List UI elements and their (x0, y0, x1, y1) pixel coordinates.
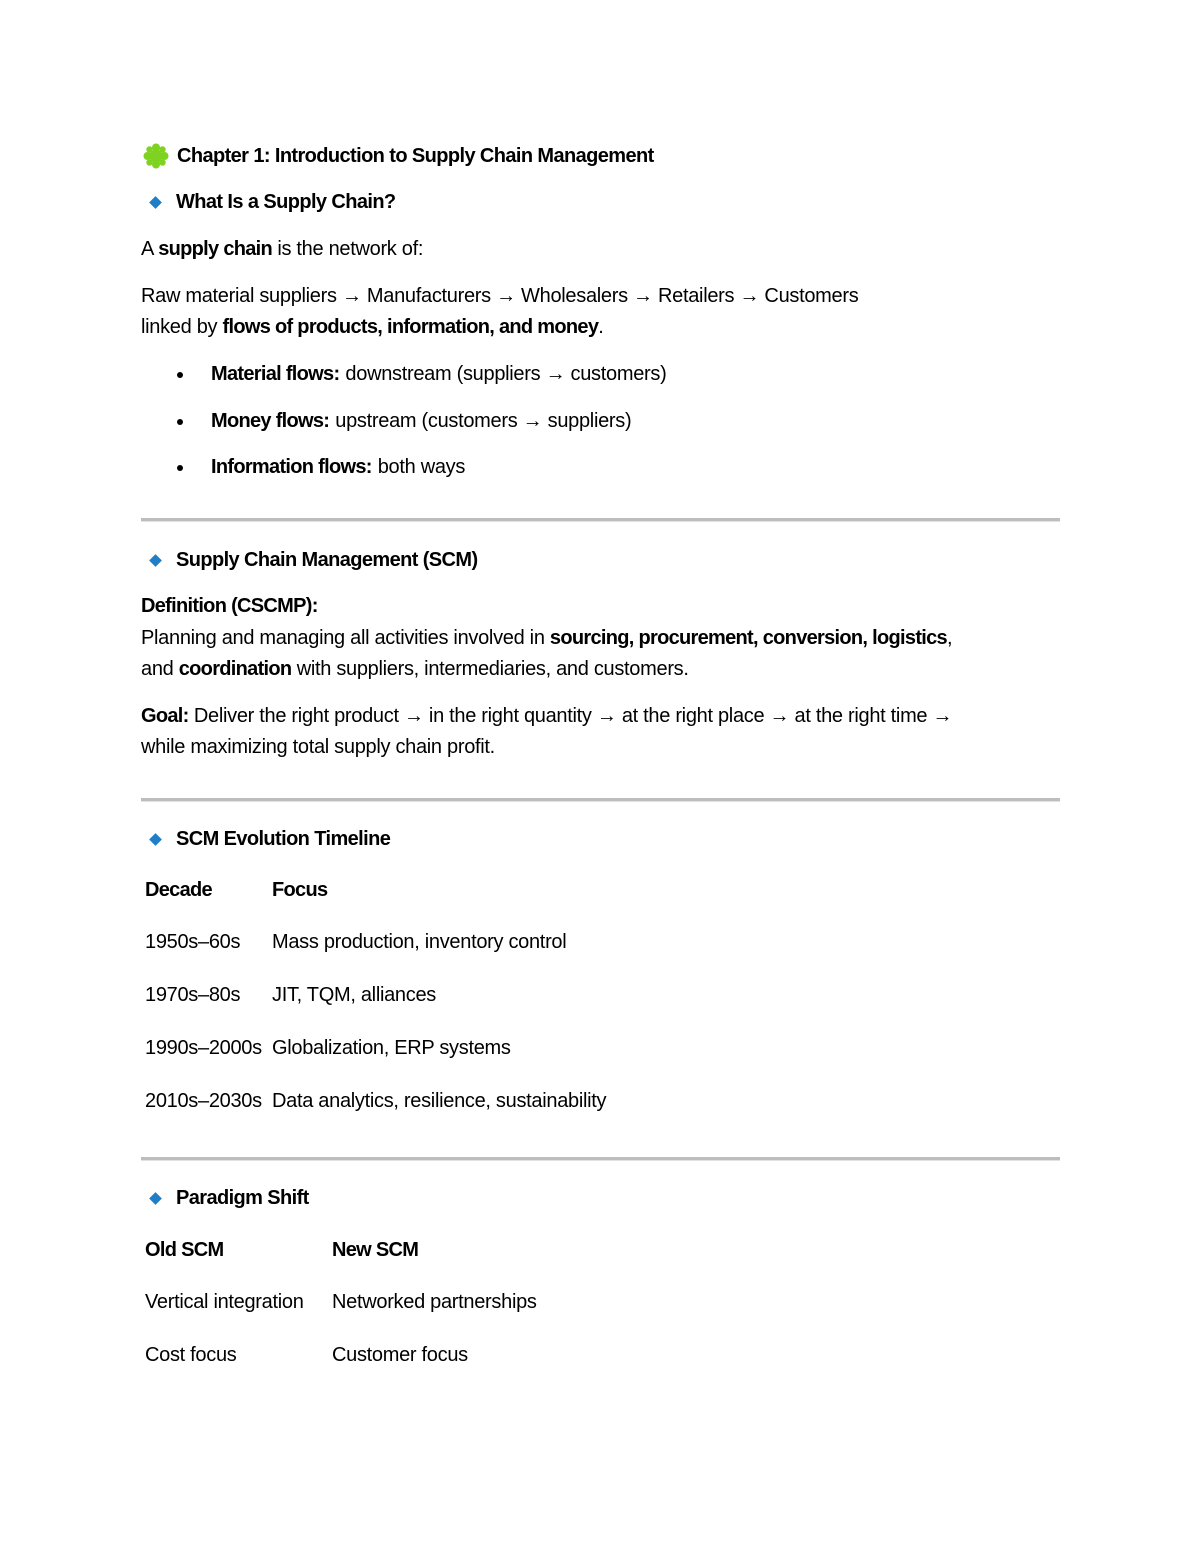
definition-label: Definition (CSCMP): (141, 595, 318, 617)
table-cell: Data analytics, resilience, sustainability (272, 1090, 607, 1112)
table-cell: 1950s–60s (145, 931, 241, 953)
supply-chain-intro: A supply chain is the network of: (141, 238, 424, 260)
diamond-bullet-icon (149, 196, 162, 209)
table-cell: Vertical integration (145, 1291, 304, 1313)
horizontal-rule (141, 518, 1060, 522)
puzzle-piece-icon (143, 143, 169, 169)
table-row (145, 1037, 606, 1090)
table-cell: Globalization, ERP systems (272, 1037, 511, 1059)
section-heading-paradigm-shift: Paradigm Shift (141, 1187, 309, 1210)
table-row (145, 931, 606, 984)
section-heading-scm: Supply Chain Management (SCM) (141, 549, 478, 572)
table-cell: Customer focus (332, 1344, 468, 1366)
list-item: Money flows: upstream (customers → suppliers) (177, 410, 631, 433)
goal-line-1: Goal: Deliver the right product → in the right quantity → at the right place → at the right time → (141, 705, 953, 727)
column-header: New SCM (332, 1239, 419, 1261)
chapter-title-text: Chapter 1: Introduction to Supply Chain Management (177, 144, 654, 167)
diamond-bullet-icon (149, 833, 162, 846)
table-row (145, 984, 606, 1037)
list-item: Material flows: downstream (suppliers → customers) (177, 363, 666, 386)
linked-by-line: linked by flows of products, information, and money. (141, 316, 604, 338)
table-row (145, 1344, 537, 1397)
table-cell: 1990s–2000s (145, 1037, 262, 1059)
table-header-row (145, 1239, 537, 1291)
supply-chain-sequence: Raw material suppliers → Manufacturers → Wholesalers → Retailers → Customers (141, 285, 859, 307)
column-header: Old SCM (145, 1239, 224, 1261)
section-heading-timeline: SCM Evolution Timeline (141, 828, 390, 851)
bullet-dot-icon (177, 372, 183, 378)
bullet-dot-icon (177, 465, 183, 471)
section-heading-supply-chain: What Is a Supply Chain? (141, 191, 396, 214)
table-row (145, 1291, 537, 1344)
table-cell: 2010s–2030s (145, 1090, 262, 1112)
list-item: Information flows: both ways (177, 456, 465, 479)
column-header: Decade (145, 879, 212, 901)
chapter-title (141, 143, 654, 169)
table-cell: JIT, TQM, alliances (272, 984, 436, 1006)
column-header: Focus (272, 879, 328, 901)
table-cell: Cost focus (145, 1344, 237, 1366)
diamond-bullet-icon (149, 554, 162, 567)
table-header-row (145, 879, 606, 931)
table-cell: Networked partnerships (332, 1291, 537, 1313)
timeline-table (145, 879, 606, 1143)
paradigm-table (145, 1239, 537, 1397)
table-row (145, 1090, 606, 1143)
horizontal-rule (141, 798, 1060, 802)
diamond-bullet-icon (149, 1192, 162, 1205)
goal-line-2: while maximizing total supply chain profit. (141, 736, 495, 758)
table-cell: 1970s–80s (145, 984, 241, 1006)
horizontal-rule (141, 1157, 1060, 1161)
definition-line-2: and coordination with suppliers, intermediaries, and customers. (141, 658, 689, 680)
bullet-dot-icon (177, 419, 183, 425)
table-cell: Mass production, inventory control (272, 931, 567, 953)
definition-line-1: Planning and managing all activities involved in sourcing, procurement, conversion, logistics, (141, 627, 953, 649)
